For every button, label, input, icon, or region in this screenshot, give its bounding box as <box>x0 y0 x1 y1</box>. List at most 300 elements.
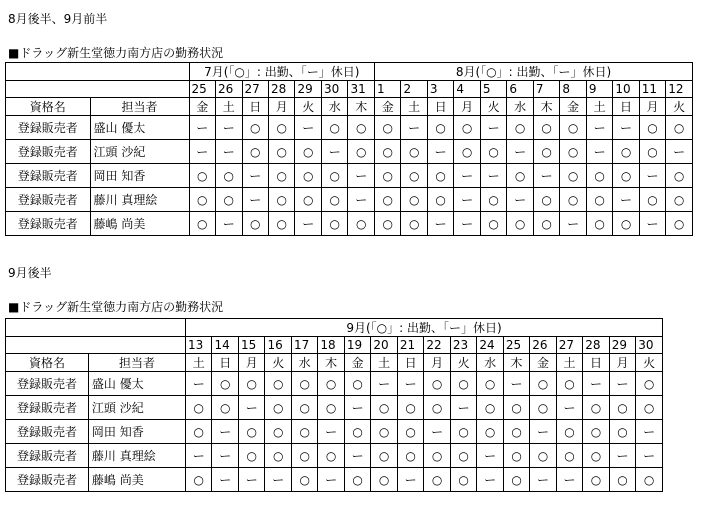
attendance-mark: ー <box>586 116 612 140</box>
attendance-mark: ○ <box>639 188 665 212</box>
attendance-mark: ー <box>636 420 663 444</box>
attendance-mark: ○ <box>238 444 264 468</box>
attendance-mark: ○ <box>371 420 397 444</box>
day-number: 3 <box>427 81 453 98</box>
attendance-mark: ○ <box>480 140 506 164</box>
attendance-mark: ○ <box>265 372 291 396</box>
staff-row <box>6 212 693 236</box>
attendance-mark: ー <box>265 468 291 492</box>
attendance-mark: ー <box>212 444 238 468</box>
weekday: 月 <box>424 354 450 372</box>
weekday: 土 <box>586 98 612 116</box>
attendance-mark: ー <box>639 212 665 236</box>
attendance-mark: ー <box>371 372 397 396</box>
attendance-mark: ○ <box>186 420 212 444</box>
day-number: 10 <box>613 81 639 98</box>
attendance-mark: ○ <box>450 420 476 444</box>
day-number: 4 <box>454 81 480 98</box>
attendance-mark: ○ <box>242 140 268 164</box>
weekday: 日 <box>583 354 609 372</box>
attendance-mark: ー <box>238 468 264 492</box>
day-number: 19 <box>344 337 370 354</box>
attendance-mark: ○ <box>666 188 693 212</box>
day-number: 27 <box>242 81 268 98</box>
attendance-mark: ○ <box>560 140 586 164</box>
attendance-mark: ○ <box>477 420 503 444</box>
attendance-mark: ○ <box>556 444 582 468</box>
attendance-mark: ○ <box>427 116 453 140</box>
weekday: 金 <box>189 98 215 116</box>
attendance-mark: ○ <box>613 164 639 188</box>
attendance-mark: ○ <box>530 396 556 420</box>
attendance-mark: ー <box>666 140 693 164</box>
staff-name-cell: 盛山 優太 <box>90 116 189 140</box>
attendance-mark: ○ <box>401 188 427 212</box>
attendance-mark: ○ <box>321 188 347 212</box>
attendance-mark: ー <box>216 140 242 164</box>
day-number: 26 <box>530 337 556 354</box>
staff-name-cell: 藤川 真理絵 <box>88 444 185 468</box>
attendance-mark: ○ <box>401 212 427 236</box>
attendance-mark: ー <box>295 116 321 140</box>
staff-name-cell: 岡田 知香 <box>90 164 189 188</box>
attendance-mark: ○ <box>265 444 291 468</box>
attendance-mark: ○ <box>530 372 556 396</box>
attendance-mark: ○ <box>507 116 533 140</box>
weekday: 木 <box>503 354 529 372</box>
attendance-mark: ○ <box>609 468 635 492</box>
day-number: 22 <box>424 337 450 354</box>
attendance-mark: ○ <box>186 396 212 420</box>
day-number: 15 <box>238 337 264 354</box>
attendance-mark: ○ <box>636 468 663 492</box>
header-spacer <box>6 337 186 354</box>
attendance-mark: ○ <box>318 396 344 420</box>
weekday: 土 <box>186 354 212 372</box>
attendance-mark: ー <box>321 140 347 164</box>
staff-row <box>6 140 693 164</box>
attendance-mark: ー <box>186 444 212 468</box>
attendance-mark: ー <box>397 372 423 396</box>
attendance-mark: ー <box>295 212 321 236</box>
attendance-mark: ー <box>427 140 453 164</box>
weekday: 金 <box>344 354 370 372</box>
attendance-mark: ○ <box>291 372 317 396</box>
weekday: 日 <box>427 98 453 116</box>
attendance-mark: ー <box>318 420 344 444</box>
attendance-mark: ー <box>450 396 476 420</box>
attendance-mark: ○ <box>265 396 291 420</box>
weekday: 水 <box>291 354 317 372</box>
attendance-mark: ー <box>189 116 215 140</box>
attendance-mark: ○ <box>189 212 215 236</box>
attendance-mark: ー <box>613 116 639 140</box>
attendance-mark: ○ <box>344 372 370 396</box>
attendance-mark: ー <box>613 188 639 212</box>
attendance-mark: ー <box>212 468 238 492</box>
weekday: 土 <box>401 98 427 116</box>
day-number: 8 <box>560 81 586 98</box>
weekday: 月 <box>639 98 665 116</box>
attendance-mark: ○ <box>480 188 506 212</box>
staff-row <box>6 372 663 396</box>
attendance-mark: ○ <box>424 468 450 492</box>
attendance-mark: ○ <box>397 444 423 468</box>
attendance-mark: ○ <box>268 212 294 236</box>
day-number: 13 <box>186 337 212 354</box>
attendance-mark: ○ <box>291 444 317 468</box>
attendance-mark: ○ <box>583 468 609 492</box>
staff-name-cell: 岡田 知香 <box>88 420 185 444</box>
weekday: 水 <box>477 354 503 372</box>
attendance-mark: ○ <box>454 116 480 140</box>
day-number: 6 <box>507 81 533 98</box>
header-spacer <box>6 63 190 81</box>
staff-name-cell: 藤嶋 尚美 <box>90 212 189 236</box>
qualification-cell: 登録販売者 <box>6 420 89 444</box>
attendance-mark: ○ <box>454 140 480 164</box>
weekday: 日 <box>613 98 639 116</box>
attendance-mark: ー <box>533 164 559 188</box>
qualification-cell: 登録販売者 <box>6 164 91 188</box>
attendance-mark: ー <box>480 164 506 188</box>
attendance-mark: ○ <box>560 188 586 212</box>
weekday: 木 <box>533 98 559 116</box>
attendance-mark: ー <box>609 372 635 396</box>
attendance-mark: ○ <box>374 188 400 212</box>
attendance-mark: ○ <box>533 188 559 212</box>
attendance-mark: ○ <box>291 396 317 420</box>
attendance-mark: ○ <box>321 164 347 188</box>
attendance-mark: ○ <box>238 420 264 444</box>
attendance-mark: ○ <box>560 116 586 140</box>
schedule-table-2 <box>5 318 663 492</box>
weekday: 木 <box>348 98 375 116</box>
day-number: 26 <box>216 81 242 98</box>
attendance-mark: ○ <box>639 116 665 140</box>
attendance-mark: ー <box>424 420 450 444</box>
weekday: 金 <box>560 98 586 116</box>
header-spacer <box>6 319 186 337</box>
attendance-mark: ○ <box>666 212 693 236</box>
attendance-mark: ○ <box>613 140 639 164</box>
attendance-mark: ○ <box>450 372 476 396</box>
attendance-mark: ー <box>348 188 375 212</box>
attendance-mark: ー <box>344 444 370 468</box>
attendance-mark: ー <box>189 140 215 164</box>
attendance-mark: ー <box>186 372 212 396</box>
staff-row <box>6 468 663 492</box>
day-number: 23 <box>450 337 476 354</box>
attendance-mark: ○ <box>586 188 612 212</box>
weekday: 木 <box>318 354 344 372</box>
column-header-staff: 担当者 <box>88 354 185 372</box>
weekday: 土 <box>371 354 397 372</box>
day-number: 25 <box>503 337 529 354</box>
attendance-mark: ー <box>238 396 264 420</box>
attendance-mark: ○ <box>216 188 242 212</box>
attendance-mark: ○ <box>477 372 503 396</box>
section2-subheading: ■ドラッグ新生堂徳力南方店の勤務状況 <box>8 300 224 314</box>
column-header-qualification: 資格名 <box>6 354 89 372</box>
weekday: 日 <box>242 98 268 116</box>
attendance-mark: ー <box>560 212 586 236</box>
day-number: 29 <box>609 337 635 354</box>
weekday: 金 <box>530 354 556 372</box>
schedule-table-1 <box>5 62 693 236</box>
column-header-qualification: 資格名 <box>6 98 91 116</box>
day-number: 9 <box>586 81 612 98</box>
attendance-mark: ○ <box>374 164 400 188</box>
attendance-mark: ○ <box>212 396 238 420</box>
day-number: 28 <box>583 337 609 354</box>
attendance-mark: ○ <box>374 116 400 140</box>
weekday: 水 <box>507 98 533 116</box>
weekday: 月 <box>268 98 294 116</box>
qualification-cell: 登録販売者 <box>6 212 91 236</box>
day-number: 14 <box>212 337 238 354</box>
attendance-mark: ○ <box>636 372 663 396</box>
section2-heading: 9月後半 <box>8 266 52 280</box>
column-header-staff: 担当者 <box>90 98 189 116</box>
attendance-mark: ー <box>454 164 480 188</box>
attendance-mark: ○ <box>242 116 268 140</box>
section1-heading: 8月後半、9月前半 <box>8 12 108 26</box>
staff-row <box>6 396 663 420</box>
weekday: 水 <box>321 98 347 116</box>
attendance-mark: ○ <box>503 396 529 420</box>
attendance-mark: ー <box>242 188 268 212</box>
day-number: 2 <box>401 81 427 98</box>
day-number: 28 <box>268 81 294 98</box>
attendance-mark: ○ <box>507 164 533 188</box>
attendance-mark: ○ <box>613 212 639 236</box>
attendance-mark: ○ <box>480 212 506 236</box>
attendance-mark: ー <box>480 116 506 140</box>
qualification-cell: 登録販売者 <box>6 372 89 396</box>
attendance-mark: ○ <box>424 444 450 468</box>
attendance-mark: ○ <box>586 212 612 236</box>
attendance-mark: ○ <box>348 212 375 236</box>
qualification-cell: 登録販売者 <box>6 140 91 164</box>
qualification-cell: 登録販売者 <box>6 444 89 468</box>
attendance-mark: ○ <box>321 116 347 140</box>
attendance-mark: ー <box>216 116 242 140</box>
attendance-mark: ー <box>556 468 582 492</box>
attendance-mark: ○ <box>291 468 317 492</box>
staff-name-cell: 藤嶋 尚美 <box>88 468 185 492</box>
day-number: 11 <box>639 81 665 98</box>
attendance-mark: ○ <box>295 140 321 164</box>
attendance-mark: ○ <box>450 444 476 468</box>
attendance-mark: ○ <box>268 140 294 164</box>
attendance-mark: ー <box>530 468 556 492</box>
day-number: 31 <box>348 81 375 98</box>
attendance-mark: ○ <box>427 188 453 212</box>
attendance-mark: ー <box>348 164 375 188</box>
attendance-mark: ○ <box>636 396 663 420</box>
attendance-mark: ○ <box>401 164 427 188</box>
weekday: 月 <box>609 354 635 372</box>
month-group-header: 8月(「○」: 出勤、「ー」休日) <box>374 63 692 81</box>
attendance-mark: ○ <box>344 420 370 444</box>
staff-row <box>6 116 693 140</box>
month-group-header: 9月(「○」: 出勤、「ー」休日) <box>186 319 663 337</box>
attendance-mark: ○ <box>583 444 609 468</box>
attendance-mark: ー <box>639 164 665 188</box>
weekday: 月 <box>238 354 264 372</box>
attendance-mark: ○ <box>397 396 423 420</box>
qualification-cell: 登録販売者 <box>6 188 91 212</box>
staff-name-cell: 盛山 優太 <box>88 372 185 396</box>
section1-subheading: ■ドラッグ新生堂徳力南方店の勤務状況 <box>8 46 224 60</box>
day-number: 27 <box>556 337 582 354</box>
attendance-mark: ○ <box>295 188 321 212</box>
staff-name-cell: 藤川 真理絵 <box>90 188 189 212</box>
day-number: 24 <box>477 337 503 354</box>
qualification-cell: 登録販売者 <box>6 468 89 492</box>
attendance-mark: ○ <box>401 140 427 164</box>
attendance-mark: ー <box>242 164 268 188</box>
weekday: 月 <box>454 98 480 116</box>
staff-row <box>6 188 693 212</box>
attendance-mark: ○ <box>344 468 370 492</box>
attendance-mark: ○ <box>318 372 344 396</box>
attendance-mark: ○ <box>348 116 375 140</box>
attendance-mark: ー <box>427 212 453 236</box>
attendance-mark: ○ <box>189 188 215 212</box>
attendance-mark: ー <box>477 468 503 492</box>
attendance-mark: ○ <box>371 396 397 420</box>
attendance-mark: ○ <box>371 444 397 468</box>
attendance-mark: ○ <box>450 468 476 492</box>
attendance-mark: ○ <box>374 140 400 164</box>
attendance-mark: ○ <box>530 444 556 468</box>
attendance-mark: ー <box>530 420 556 444</box>
attendance-mark: ○ <box>639 140 665 164</box>
attendance-mark: ○ <box>212 372 238 396</box>
attendance-mark: ー <box>477 444 503 468</box>
attendance-mark: ○ <box>556 372 582 396</box>
day-number: 1 <box>374 81 400 98</box>
attendance-mark: ○ <box>586 164 612 188</box>
attendance-mark: ○ <box>583 396 609 420</box>
staff-name-cell: 江頭 沙紀 <box>88 396 185 420</box>
weekday: 火 <box>295 98 321 116</box>
weekday: 火 <box>636 354 663 372</box>
attendance-mark: ー <box>503 372 529 396</box>
attendance-mark: ○ <box>533 212 559 236</box>
attendance-mark: ○ <box>268 188 294 212</box>
staff-row <box>6 420 663 444</box>
attendance-mark: ー <box>212 420 238 444</box>
day-number: 30 <box>321 81 347 98</box>
attendance-mark: ー <box>586 140 612 164</box>
day-number: 21 <box>397 337 423 354</box>
attendance-mark: ー <box>636 444 663 468</box>
day-number: 7 <box>533 81 559 98</box>
attendance-mark: ○ <box>374 212 400 236</box>
attendance-mark: ー <box>583 372 609 396</box>
staff-row <box>6 444 663 468</box>
attendance-mark: ー <box>556 396 582 420</box>
qualification-cell: 登録販売者 <box>6 396 89 420</box>
attendance-mark: ○ <box>503 444 529 468</box>
attendance-mark: ○ <box>321 212 347 236</box>
day-number: 18 <box>318 337 344 354</box>
attendance-mark: ー <box>507 140 533 164</box>
day-number: 20 <box>371 337 397 354</box>
day-number: 12 <box>666 81 693 98</box>
attendance-mark: ○ <box>397 420 423 444</box>
weekday: 火 <box>480 98 506 116</box>
attendance-mark: ○ <box>348 140 375 164</box>
attendance-mark: ○ <box>477 396 503 420</box>
attendance-mark: ○ <box>666 164 693 188</box>
attendance-mark: ○ <box>295 164 321 188</box>
weekday: 火 <box>450 354 476 372</box>
attendance-mark: ー <box>401 116 427 140</box>
weekday: 日 <box>397 354 423 372</box>
attendance-mark: ー <box>318 468 344 492</box>
attendance-mark: ○ <box>609 396 635 420</box>
attendance-mark: ー <box>344 396 370 420</box>
attendance-mark: ○ <box>560 164 586 188</box>
qualification-cell: 登録販売者 <box>6 116 91 140</box>
staff-row <box>6 164 693 188</box>
attendance-mark: ○ <box>291 420 317 444</box>
attendance-mark: ○ <box>186 468 212 492</box>
day-number: 29 <box>295 81 321 98</box>
header-spacer <box>6 81 190 98</box>
weekday: 火 <box>666 98 693 116</box>
attendance-mark: ○ <box>238 372 264 396</box>
month-group-header: 7月(「○」: 出勤、「ー」休日) <box>189 63 374 81</box>
attendance-mark: ○ <box>583 420 609 444</box>
day-number: 16 <box>265 337 291 354</box>
attendance-mark: ー <box>507 188 533 212</box>
attendance-mark: ○ <box>609 420 635 444</box>
day-number: 30 <box>636 337 663 354</box>
attendance-mark: ○ <box>424 372 450 396</box>
day-number: 17 <box>291 337 317 354</box>
attendance-mark: ○ <box>242 212 268 236</box>
attendance-mark: ○ <box>371 468 397 492</box>
attendance-mark: ○ <box>318 444 344 468</box>
attendance-mark: ○ <box>503 468 529 492</box>
attendance-mark: ー <box>454 188 480 212</box>
attendance-mark: ○ <box>507 212 533 236</box>
attendance-mark: ○ <box>268 164 294 188</box>
attendance-mark: ○ <box>268 116 294 140</box>
weekday: 土 <box>216 98 242 116</box>
weekday: 日 <box>212 354 238 372</box>
attendance-mark: ○ <box>189 164 215 188</box>
attendance-mark: ○ <box>216 164 242 188</box>
attendance-mark: ー <box>216 212 242 236</box>
attendance-mark: ○ <box>424 396 450 420</box>
weekday: 金 <box>374 98 400 116</box>
day-number: 5 <box>480 81 506 98</box>
attendance-mark: ○ <box>265 420 291 444</box>
weekday: 火 <box>265 354 291 372</box>
weekday: 土 <box>556 354 582 372</box>
attendance-mark: ○ <box>503 420 529 444</box>
staff-name-cell: 江頭 沙紀 <box>90 140 189 164</box>
attendance-mark: ー <box>397 468 423 492</box>
attendance-mark: ー <box>454 212 480 236</box>
attendance-mark: ○ <box>556 420 582 444</box>
